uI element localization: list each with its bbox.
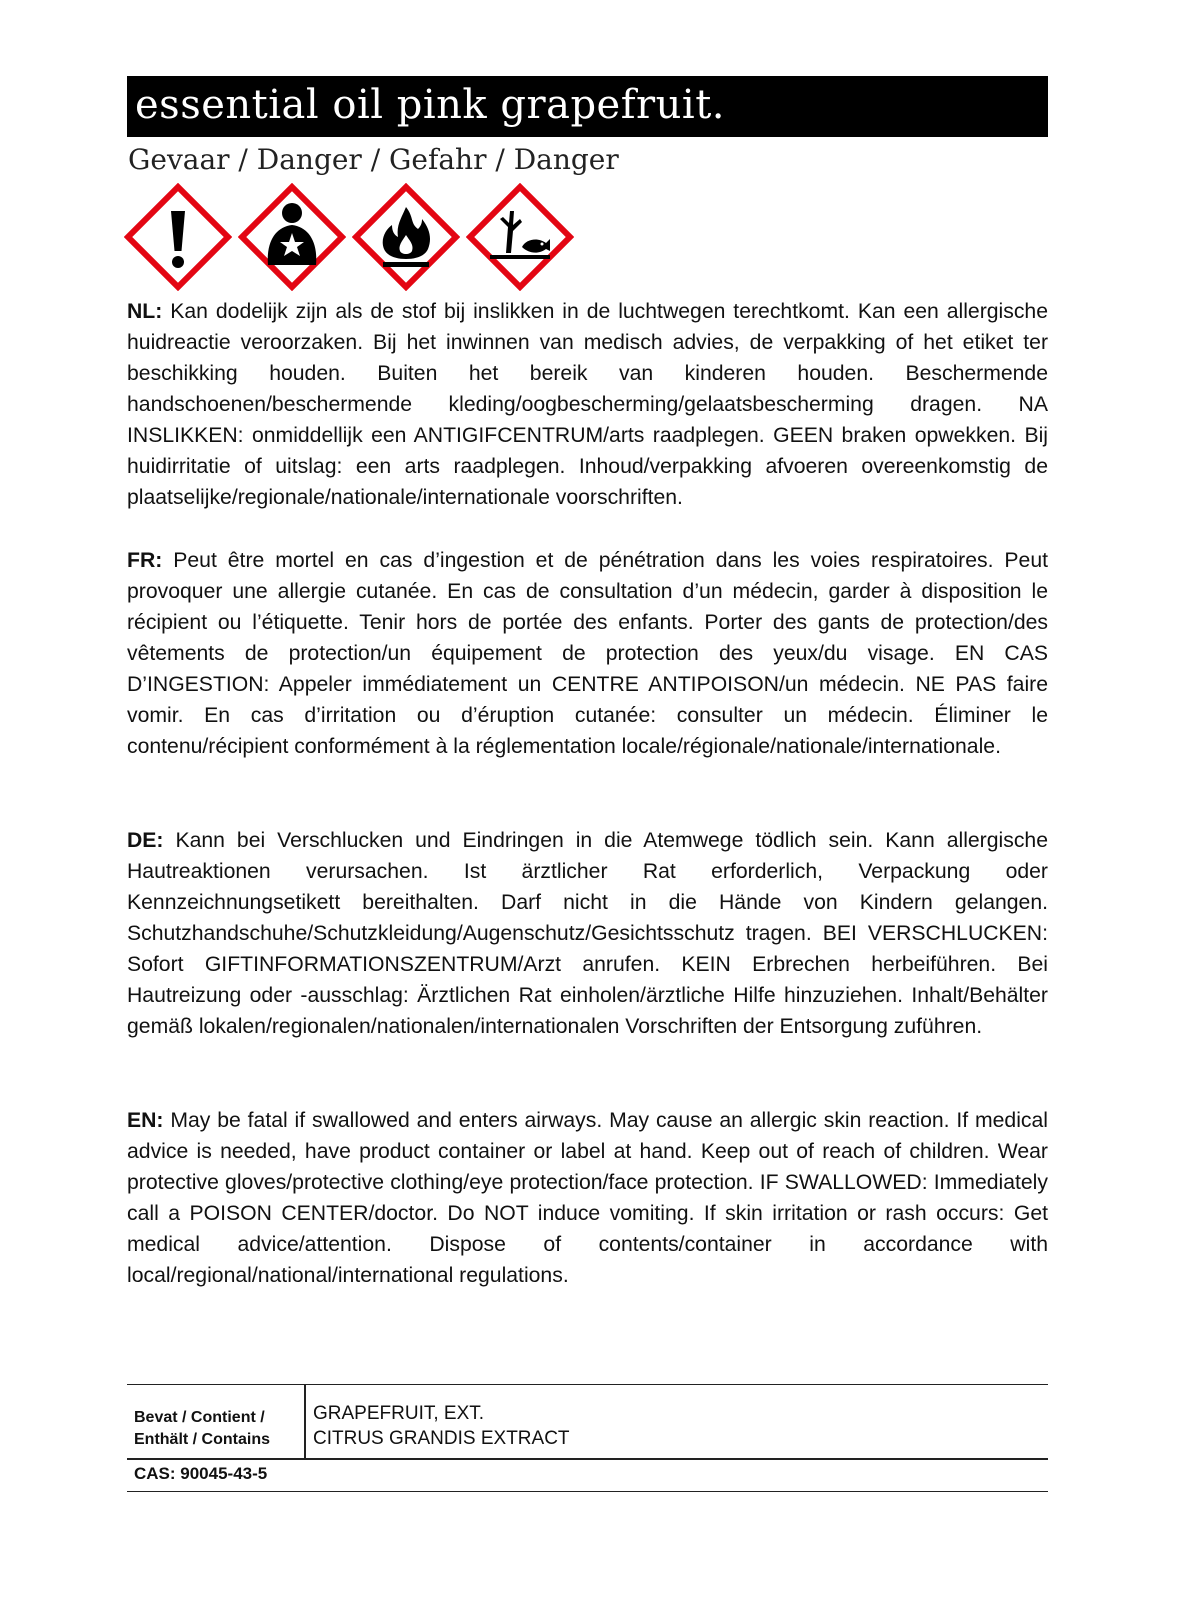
hazard-text-fr	[127, 545, 1048, 762]
language-code-de: DE:	[127, 829, 164, 852]
language-code-en: EN:	[127, 1109, 164, 1132]
signal-word: Gevaar / Danger / Gefahr / Danger	[128, 143, 619, 176]
product-title: essential oil pink grapefruit.	[135, 82, 725, 128]
ghs07-exclamation-icon	[124, 183, 232, 291]
hazard-statement-nl: Kan dodelijk zijn als de stof bij inslikken in de luchtwegen terechtkomt. Kan een allergische huidreactie veroorzaken. Bij het inwinnen van medisch advies, de verpakking of het etiket ter beschikking houden. Buiten het bereik van kinderen houden. Beschermende handschoenen/beschermende kleding/oogbescherming/gelaatsbescherming dragen. NA INSLIKKEN: onmiddellijk een ANTIGIFCENTRUM/arts raadplegen. GEEN braken opwekken. Bij huidirritatie of uitslag: een arts raadplegen. Inhoud/verpakking afvoeren overeenkomstig de plaatselijke/regionale/nationale/internationale voorschriften.	[127, 300, 1049, 509]
hazard-pictograms	[124, 183, 568, 291]
contains-label-line2: Enthält / Contains	[134, 1431, 270, 1448]
hazard-statement-en: May be fatal if swallowed and enters airways. May cause an allergic skin reaction. If medical advice is needed, have product container or label at hand. Keep out of reach of children. Wear protective gloves/protective clothing/eye protection/face protection. IF SWALLOWED: Immediately call a POISON CENTER/doctor. Do NOT induce vomiting. If skin irritation or rash occurs: Get medical advice/attention. Dispose of contents/container in accordance with local/regional/national/international regulations.	[127, 1109, 1048, 1287]
ghs08-health-hazard-icon	[238, 183, 346, 291]
row-divider	[127, 1458, 1048, 1460]
hazard-text-en	[127, 1105, 1048, 1291]
hazard-text-de	[127, 825, 1048, 1042]
hazard-statement-de: Kann bei Verschlucken und Eindringen in die Atemwege tödlich sein. Kann allergische Hautreaktionen verursachen. Ist ärztlicher Rat erforderlich, Verpackung oder Kennzeichnungsetikett bereithalten. Darf nicht in die Hände von Kindern gelangen. Schutzhandschuhe/Schutzkleidung/Augenschutz/Gesichtsschutz tragen. BEI VERSCHLUCKEN: Sofort GIFTINFORMATIONSZENTRUM/Arzt anrufen. KEIN Erbrechen herbeiführen. Bei Hautreizung oder -ausschlag: Ärztlichen Rat einholen/ärztliche Hilfe hinzuziehen. Inhalt/Behälter gemäß lokalen/regionalen/nationalen/internationalen Vorschriften der Entsorgung zuführen.	[127, 829, 1048, 1038]
cas-number: CAS: 90045-43-5	[134, 1464, 268, 1483]
language-code-fr: FR:	[127, 549, 163, 572]
hazard-text-nl	[127, 296, 1048, 513]
composition-table	[127, 1384, 1048, 1492]
contains-label-line1: Bevat / Contient /	[134, 1409, 265, 1426]
title-bar	[127, 76, 1048, 137]
column-divider	[304, 1385, 306, 1458]
ghs09-environment-icon	[466, 183, 574, 291]
ghs02-flame-icon	[352, 183, 460, 291]
language-code-nl: NL:	[127, 300, 163, 323]
ingredient-inci: CITRUS GRANDIS EXTRACT	[313, 1428, 570, 1449]
ingredient-name: GRAPEFRUIT, EXT.	[313, 1403, 485, 1424]
ingredient-list	[313, 1401, 570, 1451]
hazard-statement-fr: Peut être mortel en cas d’ingestion et de pénétration dans les voies respiratoires. Peut provoquer une allergie cutanée. En cas de consultation d’un médecin, garder à disposition le récipient ou l’étiquette. Tenir hors de portée des enfants. Porter des gants de protection/des vêtements de protection/un équipement de protection des yeux/du visage. EN CAS D’INGESTION: Appeler immédiatement un CENTRE ANTIPOISON/un médecin. NE PAS faire vomir. En cas d’irritation ou d’éruption cutanée: consulter un médecin. Éliminer le contenu/récipient conformément à la réglementation locale/régionale/nationale/internationale.	[127, 549, 1048, 758]
contains-label	[134, 1407, 304, 1451]
